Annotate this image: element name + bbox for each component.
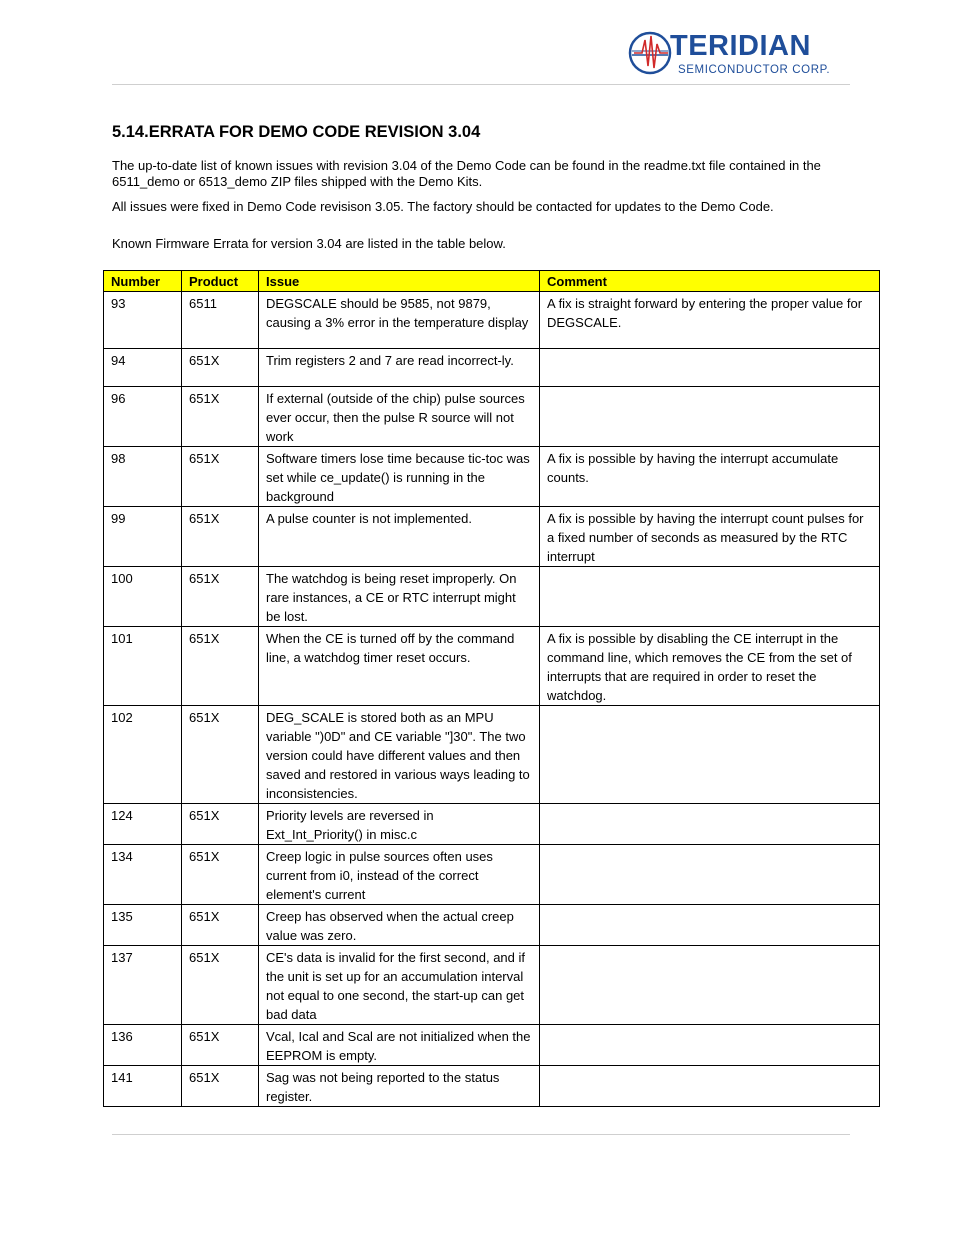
cell-issue: Software timers lose time because tic-toc was set while ce_update() is running in the background: [259, 447, 540, 507]
cell-product: 651X: [182, 905, 259, 946]
errata-table: [103, 270, 880, 1107]
cell-product: 651X: [182, 349, 259, 387]
logo-subtitle: SEMICONDUCTOR CORP.: [678, 64, 831, 76]
table-row: [104, 567, 880, 627]
footer-divider: [112, 1134, 850, 1135]
cell-comment: A fix is possible by having the interrupt count pulses for a fixed number of seconds as measured by the RTC interrupt: [540, 507, 880, 567]
cell-number: 98: [104, 447, 182, 507]
cell-product: 651X: [182, 804, 259, 845]
intro-paragraph: The up-to-date list of known issues with revision 3.04 of the Demo Code can be found in the readme.txt file contained in the 6511_demo or 6513_demo ZIP files shipped with the Demo Kits.: [112, 158, 821, 189]
cell-number: 102: [104, 706, 182, 804]
cell-product: 651X: [182, 706, 259, 804]
cell-comment: A fix is possible by disabling the CE interrupt in the command line, which removes the CE from the set of interrupts that are required in order to reset the watchdog.: [540, 627, 880, 706]
cell-product: 651X: [182, 627, 259, 706]
column-header-comment: Comment: [540, 271, 880, 292]
cell-number: 124: [104, 804, 182, 845]
cell-number: 134: [104, 845, 182, 905]
errata-table-body: [104, 292, 880, 1107]
cell-issue: The watchdog is being reset improperly. On rare instances, a CE or RTC interrupt might be lost.: [259, 567, 540, 627]
table-row: [104, 946, 880, 1025]
cell-number: 101: [104, 627, 182, 706]
cell-issue: Sag was not being reported to the status register.: [259, 1066, 540, 1107]
cell-number: 96: [104, 387, 182, 447]
cell-number: 135: [104, 905, 182, 946]
column-header-number: Number: [104, 271, 182, 292]
cell-comment: A fix is possible by having the interrupt accumulate counts.: [540, 447, 880, 507]
cell-issue: Vcal, Ical and Scal are not initialized when the EEPROM is empty.: [259, 1025, 540, 1066]
cell-number: 99: [104, 507, 182, 567]
table-row: [104, 507, 880, 567]
table-row: [104, 447, 880, 507]
cell-issue: DEG_SCALE is stored both as an MPU variable ")0D" and CE variable "]30". The two version could have different values and then saved and restored in various ways leading to inconsistencies.: [259, 706, 540, 804]
cell-issue: Creep has observed when the actual creep value was zero.: [259, 905, 540, 946]
table-row: [104, 804, 880, 845]
cell-comment: [540, 567, 880, 627]
cell-issue: DEGSCALE should be 9585, not 9879, causing a 3% error in the temperature display: [259, 292, 540, 349]
cell-comment: [540, 946, 880, 1025]
header-divider: [112, 84, 850, 85]
teridian-logo: [628, 30, 831, 78]
cell-comment: A fix is straight forward by entering the proper value for DEGSCALE.: [540, 292, 880, 349]
fix-paragraph: All issues were fixed in Demo Code revisison 3.05. The factory should be contacted for updates to the Demo Code.: [112, 199, 774, 214]
cell-product: 651X: [182, 567, 259, 627]
cell-comment: [540, 706, 880, 804]
cell-comment: [540, 1025, 880, 1066]
table-row: [104, 905, 880, 946]
cell-issue: If external (outside of the chip) pulse sources ever occur, then the pulse R source will not work: [259, 387, 540, 447]
cell-comment: [540, 349, 880, 387]
cell-comment: [540, 905, 880, 946]
cell-product: 651X: [182, 845, 259, 905]
cell-comment: [540, 387, 880, 447]
cell-comment: [540, 1066, 880, 1107]
cell-product: 6511: [182, 292, 259, 349]
table-header-row: [104, 271, 880, 292]
section-title: 5.14.ERRATA FOR DEMO CODE REVISION 3.04: [112, 123, 481, 141]
table-intro-paragraph: Known Firmware Errata for version 3.04 are listed in the table below.: [112, 236, 506, 251]
cell-issue: Creep logic in pulse sources often uses current from i0, instead of the correct element's current: [259, 845, 540, 905]
teridian-logo-icon: [628, 30, 674, 76]
table-row: [104, 706, 880, 804]
column-header-issue: Issue: [259, 271, 540, 292]
cell-number: 93: [104, 292, 182, 349]
cell-issue: A pulse counter is not implemented.: [259, 507, 540, 567]
cell-issue: CE's data is invalid for the first second, and if the unit is set up for an accumulation interval not equal to one second, the start-up can get bad data: [259, 946, 540, 1025]
table-row: [104, 1025, 880, 1066]
cell-product: 651X: [182, 507, 259, 567]
table-row: [104, 292, 880, 349]
cell-comment: [540, 804, 880, 845]
table-row: [104, 627, 880, 706]
cell-issue: When the CE is turned off by the command line, a watchdog timer reset occurs.: [259, 627, 540, 706]
cell-number: 136: [104, 1025, 182, 1066]
cell-comment: [540, 845, 880, 905]
cell-number: 141: [104, 1066, 182, 1107]
cell-number: 137: [104, 946, 182, 1025]
cell-issue: Trim registers 2 and 7 are read incorrect-ly.: [259, 349, 540, 387]
cell-product: 651X: [182, 946, 259, 1025]
table-row: [104, 387, 880, 447]
column-header-product: Product: [182, 271, 259, 292]
cell-issue: Priority levels are reversed in Ext_Int_Priority() in misc.c: [259, 804, 540, 845]
cell-number: 94: [104, 349, 182, 387]
cell-number: 100: [104, 567, 182, 627]
cell-product: 651X: [182, 1025, 259, 1066]
cell-product: 651X: [182, 447, 259, 507]
table-row: [104, 845, 880, 905]
table-row: [104, 349, 880, 387]
logo-name: TERIDIAN: [670, 30, 811, 62]
cell-product: 651X: [182, 1066, 259, 1107]
table-row: [104, 1066, 880, 1107]
cell-product: 651X: [182, 387, 259, 447]
